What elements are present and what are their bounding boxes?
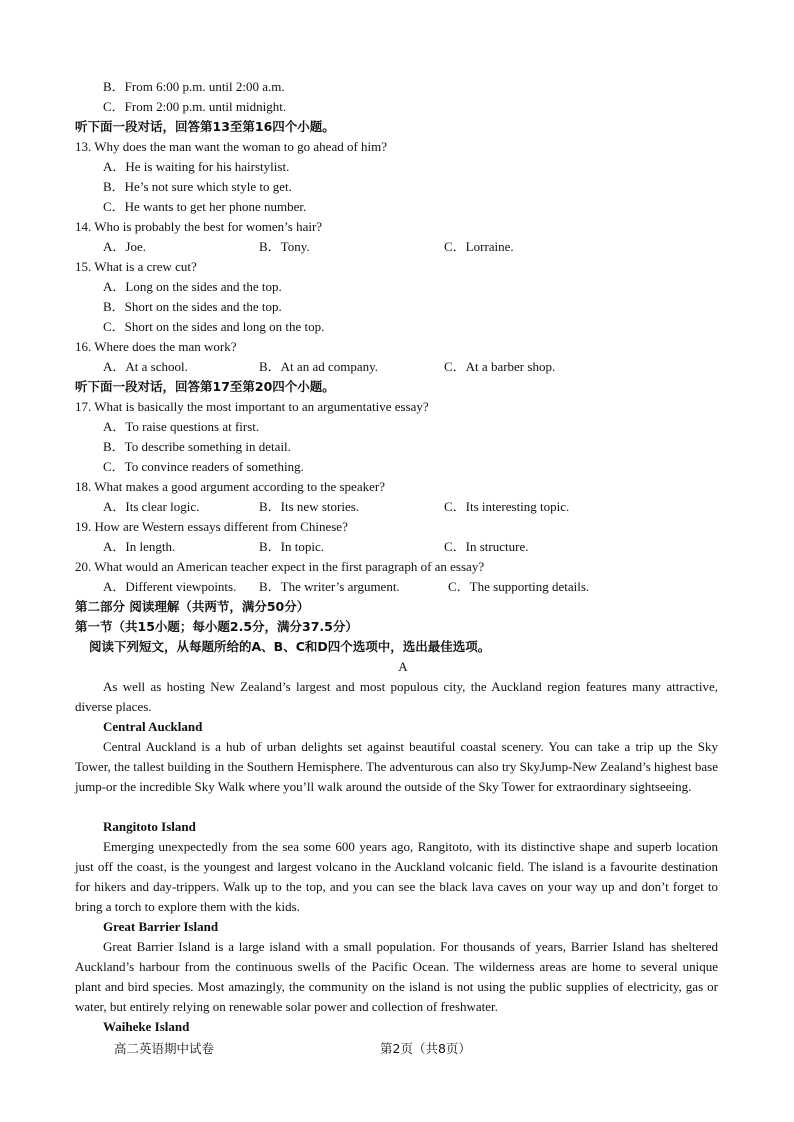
paragraph-central-auckland: Central Auckland is a hub of urban delights set against beautiful coastal scenery. You can take a trip up the Sky Tower, the tallest building in the Southern Hemisphere. The adventurous can also try SkyJump-New Zealand’s highest base jump-or the incredible Sky Walk where you’ll walk around the outside of the Sky Tower for extraordinary sightseeing. (75, 739, 718, 794)
q13-option-c: C．He wants to get her phone number. (103, 199, 307, 214)
q15-option-c: C．Short on the sides and long on the top. (103, 319, 325, 334)
q19-option-c: C．In structure. (444, 539, 529, 554)
q18-option-a: A．Its clear logic. (103, 499, 200, 514)
option-b: B．From 6:00 p.m. until 2:00 a.m. (103, 79, 285, 94)
question-20: 20. What would an American teacher expect in the first paragraph of an essay? (75, 559, 485, 574)
option-c: C．From 2:00 p.m. until midnight. (103, 99, 287, 114)
heading-central-auckland: Central Auckland (103, 719, 203, 734)
question-15: 15. What is a crew cut? (75, 259, 197, 274)
q16-option-a: A．At a school. (103, 359, 188, 374)
paragraph-rangitoto-island: Emerging unexpectedly from the sea some 600 years ago, Rangitoto, with its distinctive shape and superb location just off the coast, is the youngest and largest volcano in the Auckland volcanic field. The island is a favourite destination for hikers and day-trippers. Walk up to the top, and you can see the black lava caves on your way up and don’t forget to bring a torch to explore them with the kids. (75, 839, 718, 914)
q20-option-b: B．The writer’s argument. (259, 579, 400, 594)
part-two-title: 第二部分 阅读理解（共两节，满分50分） (75, 599, 310, 614)
q13-option-b: B．He’s not sure which style to get. (103, 179, 292, 194)
reading-instruction: 阅读下列短文，从每题所给的A、B、C和D四个选项中，选出最佳选项。 (89, 639, 491, 654)
paragraph-great-barrier-island: Great Barrier Island is a large island with a small population. For thousands of years, Barrier Island has sheltered Auckland’s harbour from the continuous swells of the Pacific Ocean. The wilderness areas are home to several unique plant and bird species. Most amazingly, the community on the island is not using the public supplies of electricity, gas or water, but entirely relying on renewable solar power and collection of freshwater. (75, 939, 718, 1014)
question-14: 14. Who is probably the best for women’s hair? (75, 219, 323, 234)
dialog-instruction-17-20: 听下面一段对话，回答第17至第20四个小题。 (75, 379, 335, 394)
q14-option-a: A．Joe. (103, 239, 146, 254)
q18-option-b: B．Its new stories. (259, 499, 360, 514)
q14-option-c: C．Lorraine. (444, 239, 514, 254)
q19-option-a: A．In length. (103, 539, 176, 554)
q17-option-a: A．To raise questions at first. (103, 419, 260, 434)
q16-option-b: B．At an ad company. (259, 359, 379, 374)
question-18: 18. What makes a good argument according to the speaker? (75, 479, 385, 494)
q13-option-a: A．He is waiting for his hairstylist. (103, 159, 290, 174)
question-16: 16. Where does the man work? (75, 339, 237, 354)
q20-option-c: C．The supporting details. (448, 579, 590, 594)
q17-option-b: B．To describe something in detail. (103, 439, 291, 454)
question-17: 17. What is basically the most important to an argumentative essay? (75, 399, 429, 414)
heading-rangitoto-island: Rangitoto Island (103, 819, 196, 834)
passage-label: A (398, 659, 408, 674)
q17-option-c: C．To convince readers of something. (103, 459, 304, 474)
heading-waiheke-island: Waiheke Island (103, 1019, 190, 1034)
footer-page-number: 第2页（共8页） (380, 1041, 471, 1056)
q15-option-b: B．Short on the sides and the top. (103, 299, 282, 314)
q14-option-b: B．Tony. (259, 239, 310, 254)
q16-option-c: C．At a barber shop. (444, 359, 556, 374)
dialog-instruction-13-16: 听下面一段对话，回答第13至第16四个小题。 (75, 119, 335, 134)
section-one-title: 第一节（共15小题；每小题2.5分，满分37.5分） (75, 619, 358, 634)
question-13: 13. Why does the man want the woman to go ahead of him? (75, 139, 388, 154)
q20-option-a: A．Different viewpoints. (103, 579, 237, 594)
heading-great-barrier-island: Great Barrier Island (103, 919, 219, 934)
footer-exam-title: 高二英语期中试卷 (114, 1041, 215, 1056)
q15-option-a: A．Long on the sides and the top. (103, 279, 282, 294)
question-19: 19. How are Western essays different from Chinese? (75, 519, 348, 534)
passage-intro: As well as hosting New Zealand’s largest and most populous city, the Auckland region features many attractive, diverse places. (75, 679, 718, 714)
q19-option-b: B．In topic. (259, 539, 324, 554)
q18-option-c: C．Its interesting topic. (444, 499, 570, 514)
